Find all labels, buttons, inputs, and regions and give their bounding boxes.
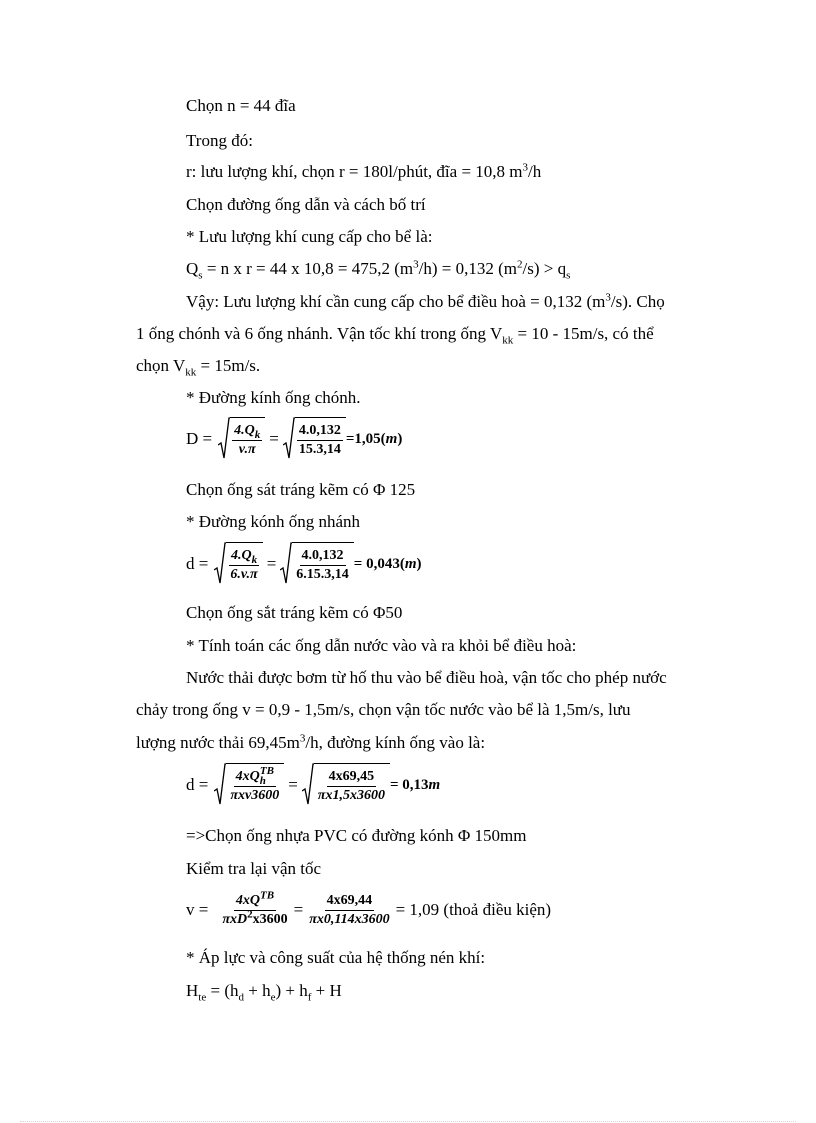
text-line: $Q_s = n$ x r = 44 x 10,8 = 475,2 $(m^3/h) = 0,132$ $(m^2/s) > q_s$ (186, 258, 571, 282)
text-line: $H_{te} = (h_d + h_e) + h_f + H$ (186, 981, 342, 1004)
text-line: * Đường kónh ống nhánh (186, 512, 361, 531)
text-line: Chọn ống sắt tráng kẽm có Φ50 (186, 603, 403, 622)
text-line: Kiểm tra lại vận tốc (186, 859, 322, 878)
text-line: chọn $V_{kk} = 15m/s$. (136, 356, 261, 379)
text-line: =>Chọn ống nhựa PVC có đường kónh Φ 150mm (186, 826, 527, 845)
text-line: * Đường kính ống chónh. (186, 388, 361, 407)
text-line: r: lưu lượng khí, chọn r = 180l/phút, đĩa = 10,8 $m^3/h$ (186, 161, 542, 181)
text-line: Chọn đường ống dẫn và cách bố trí (186, 195, 426, 214)
text-line: * Lưu lượng khí cung cấp cho bể là: (186, 227, 433, 246)
text-line: Trong đó: (186, 131, 253, 150)
text-line: * Tính toán các ống dẫn nước vào và ra khỏi bể điều hoà: (186, 636, 577, 655)
text-line: 1 ống chónh và 6 ống nhánh. Vận tốc khí trong ống $V_{kk} = 10 - 15m/s$, có thể (136, 324, 654, 347)
text-line: Nước thải được bơm từ hố thu vào bể điều hoà, vận tốc cho phép nước (186, 668, 667, 687)
text-line: lượng nước thải $69,45m^3/h$, đường kính ống vào là: (136, 732, 486, 752)
formula-velocity-check: v = $\frac{4xQ^{TB}}{\pi xD^2x3600}$ = $\frac{4x69,44}{\pi x0,114x3600}$ = 1,09 (thoả điều kiện) (186, 888, 552, 927)
formula-main-pipe-diameter: D = $\frac{4.Q_k}{v.\pi}$ = $\frac{4.0,132}{15.3,14}$ =1,05( m ) (186, 416, 402, 462)
text-line: Vậy: Lưu lượng khí cần cung cấp cho bể điều hoà = 0,132 $(m^3/s)$. Chọ (186, 291, 665, 311)
text-line: Chọn ống sát tráng kẽm có Φ 125 (186, 480, 416, 499)
text-line: * Áp lực và công suất của hệ thống nén khí: (186, 948, 486, 967)
page-bottom-rule (20, 1121, 796, 1122)
formula-inlet-pipe-diameter: d = $\frac{4xQ_h^{TB}}{\text{πxv3600}}$ = $\frac{4x69,45}{\pi x1,5x3600}$ = 0,13 m (186, 762, 440, 808)
formula-branch-pipe-diameter: d = $\frac{4.Q_k}{6.v.\pi}$ = $\frac{4.0,132}{6.15.3,14}$ = 0,043( m ) (186, 541, 422, 587)
text-line: Chọn n = 44 đĩa (186, 96, 296, 115)
text-line: chảy trong ống v = 0,9 - 1,5m/s, chọn vận tốc nước vào bể là 1,5m/s, lưu (136, 700, 631, 719)
